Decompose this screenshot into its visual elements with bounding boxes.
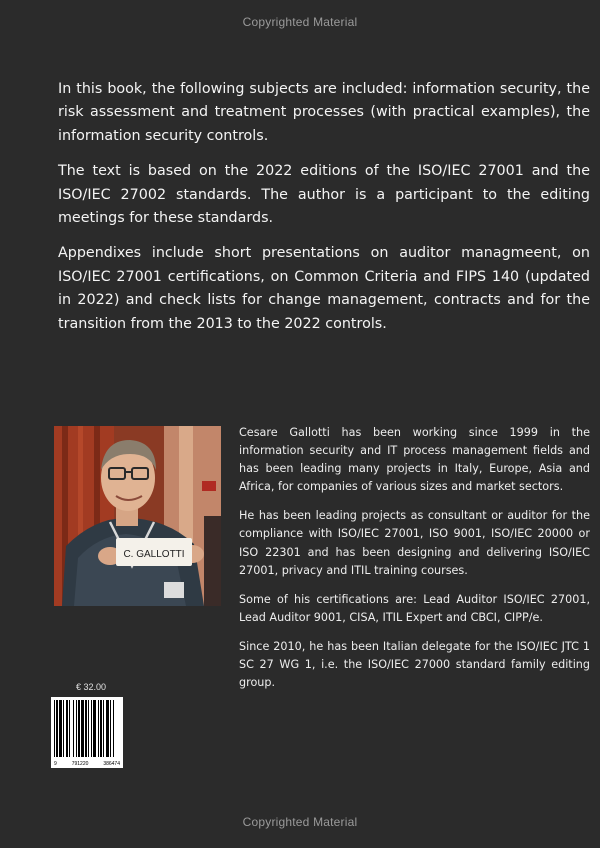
bio-paragraph: Some of his certifications are: Lead Auditor ISO/IEC 27001, Lead Auditor 9001, CISA, ITIL Expert and CBCI, CIPP/e. — [239, 592, 590, 624]
barcode-bar — [69, 700, 70, 757]
description-paragraph: The text is based on the 2022 editions of the ISO/IEC 27001 and the ISO/IEC 27002 standards. The author is a participant to the editing meetings for these standards. — [58, 163, 590, 227]
barcode-bar — [100, 700, 102, 757]
barcode-bar — [110, 700, 111, 757]
barcode-bar — [88, 700, 89, 757]
barcode-digits — [51, 759, 123, 768]
description-paragraph: In this book, the following subjects are included: information security, the risk assessment and treatment processes (with practical examples), the information security controls. — [58, 81, 590, 144]
barcode-bar — [93, 700, 96, 757]
barcode-bar — [91, 700, 92, 757]
bio-paragraph: He has been leading projects as consultant or auditor for the compliance with ISO/IEC 27001, ISO 9001, ISO/IEC 20000 or ISO 22301 and has been designing and delivering ISO/IEC 27001, privacy and ITIL training courses. — [239, 509, 590, 577]
barcode-bar — [54, 700, 55, 757]
description-paragraph: Appendixes include short presentations on auditor managmeent, on ISO/IEC 27001 certifications, on Common Criteria and FIPS 140 (updated in 2022) and check lists for change management, contracts and for the transition from the 2013 to the 2022 controls. — [58, 245, 590, 332]
bio-paragraph: Since 2010, he has been Italian delegate for the ISO/IEC JTC 1 SC 27 WG 1, i.e. the ISO/IEC 27000 standard family editing group. — [239, 639, 590, 690]
barcode-bar — [56, 700, 58, 757]
barcode-bar — [78, 700, 80, 757]
author-photo — [54, 426, 221, 606]
barcode-digit-group: 9 — [54, 760, 57, 767]
price-label: € 32.00 — [76, 682, 107, 692]
barcode-bar — [98, 700, 99, 757]
barcode-bar — [76, 700, 77, 757]
barcode-bar — [106, 700, 109, 757]
barcode-bar — [85, 700, 87, 757]
barcode-bar — [73, 700, 74, 757]
barcode-bar — [113, 700, 114, 757]
barcode-bar — [63, 700, 64, 757]
book-description — [58, 78, 590, 348]
name-tag-text: C. GALLOTTI — [123, 549, 185, 560]
barcode-bar — [81, 700, 84, 757]
barcode-digit-group: 386474 — [103, 760, 120, 767]
barcode-bar — [66, 700, 68, 757]
watermark-top: Copyrighted Material — [242, 15, 358, 29]
barcode — [51, 697, 123, 759]
author-bio — [239, 424, 590, 703]
bio-paragraph: Cesare Gallotti has been working since 1999 in the information security and IT process management fields and has been leading many projects in Italy, Europe, Asia and Africa, for companies of various sizes and market sectors. — [239, 426, 590, 494]
barcode-digit-group: 791220 — [71, 760, 89, 767]
barcode-bar — [59, 700, 62, 757]
watermark-bottom: Copyrighted Material — [242, 815, 358, 829]
barcode-bar — [103, 700, 104, 757]
